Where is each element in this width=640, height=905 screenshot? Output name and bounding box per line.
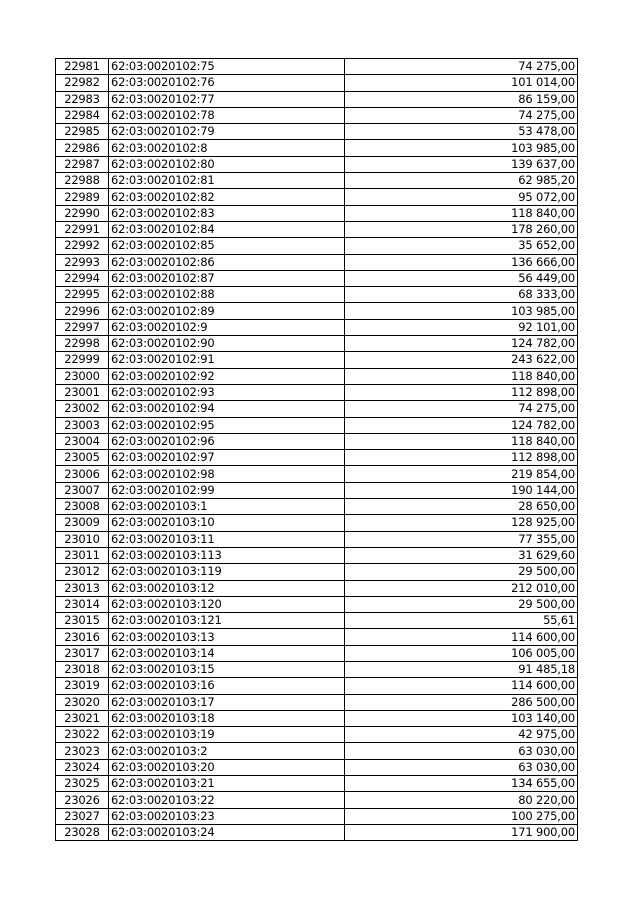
value-cell: 86 159,00	[345, 91, 578, 107]
value-cell: 63 030,00	[345, 743, 578, 759]
value-cell: 101 014,00	[345, 75, 578, 91]
table-row	[56, 710, 578, 726]
cadastral-number-cell: 62:03:0020103:15	[109, 661, 345, 677]
table-row	[56, 140, 578, 156]
value-cell: 178 260,00	[345, 221, 578, 237]
table-row	[56, 450, 578, 466]
row-number-cell: 22997	[56, 319, 109, 335]
cadastral-number-cell: 62:03:0020103:19	[109, 727, 345, 743]
table-row	[56, 336, 578, 352]
value-cell: 171 900,00	[345, 824, 578, 840]
cadastral-number-cell: 62:03:0020102:88	[109, 287, 345, 303]
value-cell: 136 666,00	[345, 254, 578, 270]
cadastral-number-cell: 62:03:0020103:18	[109, 710, 345, 726]
cadastral-number-cell: 62:03:0020103:12	[109, 580, 345, 596]
value-cell: 92 101,00	[345, 319, 578, 335]
row-number-cell: 23019	[56, 678, 109, 694]
table-row	[56, 287, 578, 303]
value-cell: 31 629,60	[345, 547, 578, 563]
table-row	[56, 531, 578, 547]
value-cell: 68 333,00	[345, 287, 578, 303]
row-number-cell: 22991	[56, 221, 109, 237]
cadastral-number-cell: 62:03:0020103:10	[109, 515, 345, 531]
row-number-cell: 23020	[56, 694, 109, 710]
table-row	[56, 173, 578, 189]
table-row	[56, 792, 578, 808]
row-number-cell: 22981	[56, 59, 109, 75]
row-number-cell: 22985	[56, 124, 109, 140]
table-row	[56, 189, 578, 205]
cadastral-number-cell: 62:03:0020103:121	[109, 613, 345, 629]
table-row	[56, 352, 578, 368]
cadastral-number-cell: 62:03:0020103:21	[109, 776, 345, 792]
table-row	[56, 596, 578, 612]
row-number-cell: 23011	[56, 547, 109, 563]
row-number-cell: 23013	[56, 580, 109, 596]
row-number-cell: 23009	[56, 515, 109, 531]
value-cell: 100 275,00	[345, 808, 578, 824]
row-number-cell: 23014	[56, 596, 109, 612]
row-number-cell: 22992	[56, 238, 109, 254]
table-row	[56, 645, 578, 661]
table-row	[56, 694, 578, 710]
row-number-cell: 22986	[56, 140, 109, 156]
table-row	[56, 124, 578, 140]
value-cell: 91 485,18	[345, 661, 578, 677]
value-cell: 118 840,00	[345, 368, 578, 384]
row-number-cell: 22983	[56, 91, 109, 107]
table-row	[56, 59, 578, 75]
table-row	[56, 759, 578, 775]
value-cell: 80 220,00	[345, 792, 578, 808]
row-number-cell: 23000	[56, 368, 109, 384]
table-row	[56, 629, 578, 645]
table-row	[56, 254, 578, 270]
value-cell: 286 500,00	[345, 694, 578, 710]
cadastral-number-cell: 62:03:0020102:87	[109, 270, 345, 286]
row-number-cell: 22999	[56, 352, 109, 368]
table-row	[56, 580, 578, 596]
cadastral-number-cell: 62:03:0020103:1	[109, 499, 345, 515]
cadastral-number-cell: 62:03:0020102:9	[109, 319, 345, 335]
value-cell: 243 622,00	[345, 352, 578, 368]
cadastral-number-cell: 62:03:0020102:83	[109, 205, 345, 221]
cadastral-number-cell: 62:03:0020102:80	[109, 156, 345, 172]
table-row	[56, 368, 578, 384]
row-number-cell: 22994	[56, 270, 109, 286]
table-row	[56, 499, 578, 515]
cadastral-number-cell: 62:03:0020102:97	[109, 450, 345, 466]
value-cell: 212 010,00	[345, 580, 578, 596]
table-row	[56, 221, 578, 237]
table-body	[56, 59, 578, 841]
table-row	[56, 107, 578, 123]
cadastral-number-cell: 62:03:0020102:94	[109, 401, 345, 417]
table-row	[56, 613, 578, 629]
value-cell: 103 140,00	[345, 710, 578, 726]
cadastral-number-cell: 62:03:0020102:8	[109, 140, 345, 156]
value-cell: 112 898,00	[345, 384, 578, 400]
row-number-cell: 23027	[56, 808, 109, 824]
cadastral-number-cell: 62:03:0020102:89	[109, 303, 345, 319]
cadastral-number-cell: 62:03:0020102:75	[109, 59, 345, 75]
table-row	[56, 91, 578, 107]
table-row	[56, 515, 578, 531]
row-number-cell: 23028	[56, 824, 109, 840]
cadastral-number-cell: 62:03:0020102:91	[109, 352, 345, 368]
table-row	[56, 417, 578, 433]
table-row	[56, 156, 578, 172]
value-cell: 74 275,00	[345, 59, 578, 75]
row-number-cell: 23023	[56, 743, 109, 759]
cadastral-number-cell: 62:03:0020103:13	[109, 629, 345, 645]
value-cell: 56 449,00	[345, 270, 578, 286]
value-cell: 114 600,00	[345, 678, 578, 694]
table-row	[56, 384, 578, 400]
cadastral-number-cell: 62:03:0020102:95	[109, 417, 345, 433]
table-row	[56, 808, 578, 824]
value-cell: 95 072,00	[345, 189, 578, 205]
row-number-cell: 22990	[56, 205, 109, 221]
table-row	[56, 303, 578, 319]
table-row	[56, 482, 578, 498]
row-number-cell: 23024	[56, 759, 109, 775]
value-cell: 74 275,00	[345, 401, 578, 417]
cadastral-number-cell: 62:03:0020102:82	[109, 189, 345, 205]
cadastral-number-cell: 62:03:0020103:24	[109, 824, 345, 840]
value-cell: 118 840,00	[345, 433, 578, 449]
cadastral-number-cell: 62:03:0020102:93	[109, 384, 345, 400]
value-cell: 219 854,00	[345, 466, 578, 482]
table-row	[56, 824, 578, 840]
row-number-cell: 22987	[56, 156, 109, 172]
table-row	[56, 727, 578, 743]
row-number-cell: 23006	[56, 466, 109, 482]
value-cell: 53 478,00	[345, 124, 578, 140]
cadastral-number-cell: 62:03:0020103:23	[109, 808, 345, 824]
value-cell: 112 898,00	[345, 450, 578, 466]
table-row	[56, 661, 578, 677]
row-number-cell: 23021	[56, 710, 109, 726]
value-cell: 103 985,00	[345, 303, 578, 319]
cadastral-number-cell: 62:03:0020103:11	[109, 531, 345, 547]
cadastral-value-table	[55, 58, 578, 841]
value-cell: 63 030,00	[345, 759, 578, 775]
value-cell: 139 637,00	[345, 156, 578, 172]
value-cell: 103 985,00	[345, 140, 578, 156]
table-row	[56, 564, 578, 580]
cadastral-number-cell: 62:03:0020102:99	[109, 482, 345, 498]
cadastral-number-cell: 62:03:0020102:84	[109, 221, 345, 237]
row-number-cell: 23016	[56, 629, 109, 645]
row-number-cell: 23022	[56, 727, 109, 743]
value-cell: 128 925,00	[345, 515, 578, 531]
row-number-cell: 23004	[56, 433, 109, 449]
table-row	[56, 238, 578, 254]
row-number-cell: 23007	[56, 482, 109, 498]
cadastral-number-cell: 62:03:0020102:77	[109, 91, 345, 107]
row-number-cell: 22998	[56, 336, 109, 352]
cadastral-number-cell: 62:03:0020102:86	[109, 254, 345, 270]
cadastral-number-cell: 62:03:0020102:96	[109, 433, 345, 449]
cadastral-number-cell: 62:03:0020102:92	[109, 368, 345, 384]
value-cell: 124 782,00	[345, 336, 578, 352]
cadastral-number-cell: 62:03:0020102:76	[109, 75, 345, 91]
row-number-cell: 23002	[56, 401, 109, 417]
value-cell: 114 600,00	[345, 629, 578, 645]
cadastral-number-cell: 62:03:0020102:90	[109, 336, 345, 352]
value-cell: 134 655,00	[345, 776, 578, 792]
table-row	[56, 743, 578, 759]
table-row	[56, 319, 578, 335]
row-number-cell: 23003	[56, 417, 109, 433]
row-number-cell: 22996	[56, 303, 109, 319]
cadastral-number-cell: 62:03:0020103:119	[109, 564, 345, 580]
cadastral-number-cell: 62:03:0020103:120	[109, 596, 345, 612]
row-number-cell: 22982	[56, 75, 109, 91]
table-row	[56, 776, 578, 792]
value-cell: 190 144,00	[345, 482, 578, 498]
row-number-cell: 23005	[56, 450, 109, 466]
value-cell: 29 500,00	[345, 596, 578, 612]
cadastral-number-cell: 62:03:0020103:14	[109, 645, 345, 661]
cadastral-number-cell: 62:03:0020102:85	[109, 238, 345, 254]
table-row	[56, 205, 578, 221]
value-cell: 124 782,00	[345, 417, 578, 433]
value-cell: 29 500,00	[345, 564, 578, 580]
table-row	[56, 678, 578, 694]
cadastral-number-cell: 62:03:0020103:16	[109, 678, 345, 694]
table-row	[56, 270, 578, 286]
row-number-cell: 23010	[56, 531, 109, 547]
table-row	[56, 547, 578, 563]
table-row	[56, 401, 578, 417]
value-cell: 77 355,00	[345, 531, 578, 547]
row-number-cell: 23015	[56, 613, 109, 629]
row-number-cell: 22984	[56, 107, 109, 123]
table-row	[56, 75, 578, 91]
cadastral-number-cell: 62:03:0020102:98	[109, 466, 345, 482]
cadastral-number-cell: 62:03:0020103:20	[109, 759, 345, 775]
cadastral-number-cell: 62:03:0020102:79	[109, 124, 345, 140]
row-number-cell: 23017	[56, 645, 109, 661]
value-cell: 42 975,00	[345, 727, 578, 743]
row-number-cell: 23018	[56, 661, 109, 677]
cadastral-number-cell: 62:03:0020102:81	[109, 173, 345, 189]
value-cell: 74 275,00	[345, 107, 578, 123]
value-cell: 118 840,00	[345, 205, 578, 221]
value-cell: 62 985,20	[345, 173, 578, 189]
row-number-cell: 22989	[56, 189, 109, 205]
row-number-cell: 23008	[56, 499, 109, 515]
cadastral-number-cell: 62:03:0020103:17	[109, 694, 345, 710]
table-row	[56, 466, 578, 482]
cadastral-number-cell: 62:03:0020103:2	[109, 743, 345, 759]
value-cell: 106 005,00	[345, 645, 578, 661]
row-number-cell: 23001	[56, 384, 109, 400]
row-number-cell: 23012	[56, 564, 109, 580]
value-cell: 28 650,00	[345, 499, 578, 515]
row-number-cell: 22988	[56, 173, 109, 189]
row-number-cell: 22995	[56, 287, 109, 303]
value-cell: 35 652,00	[345, 238, 578, 254]
row-number-cell: 23026	[56, 792, 109, 808]
cadastral-number-cell: 62:03:0020103:113	[109, 547, 345, 563]
row-number-cell: 22993	[56, 254, 109, 270]
cadastral-number-cell: 62:03:0020102:78	[109, 107, 345, 123]
cadastral-number-cell: 62:03:0020103:22	[109, 792, 345, 808]
row-number-cell: 23025	[56, 776, 109, 792]
table-row	[56, 433, 578, 449]
value-cell: 55,61	[345, 613, 578, 629]
